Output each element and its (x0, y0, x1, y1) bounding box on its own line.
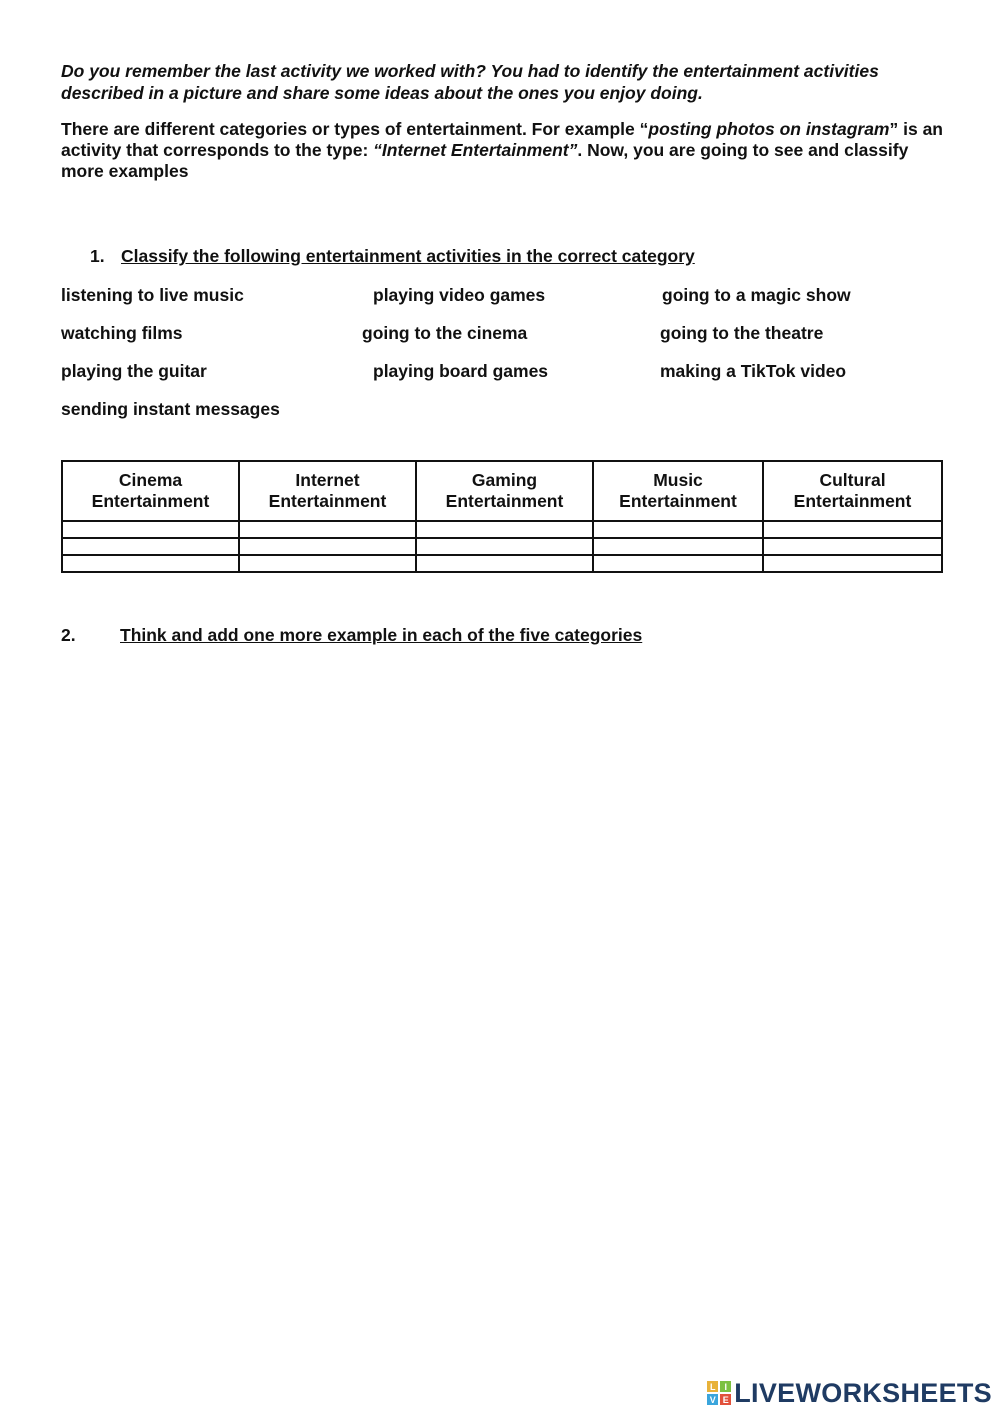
answer-cell[interactable] (763, 538, 942, 555)
activity-item: going to a magic show (662, 285, 851, 305)
question-2-number: 2. (61, 625, 76, 645)
liveworksheets-logo[interactable] (707, 1377, 992, 1409)
table-row (62, 521, 942, 538)
activity-item: playing the guitar (61, 361, 207, 381)
question-1-text: Classify the following entertainment activities in the correct category (121, 246, 695, 266)
para2-text-2: ” is an activity that corresponds to the type: (61, 119, 943, 160)
logo-letter: V (707, 1394, 718, 1405)
activity-item: playing board games (373, 361, 549, 381)
activity-item: listening to live music (61, 285, 244, 305)
header-cultural: Cultural Entertainment (763, 461, 942, 521)
answer-cell[interactable] (593, 521, 763, 538)
table-header-row (62, 461, 942, 521)
header-music: Music Entertainment (593, 461, 763, 521)
header-gaming: Gaming Entertainment (416, 461, 593, 521)
question-1-number: 1. (90, 246, 105, 266)
answer-cell[interactable] (62, 538, 239, 555)
activity-item: sending instant messages (61, 399, 280, 419)
answer-cell[interactable] (763, 521, 942, 538)
para2-text-1: There are different categories or types of entertainment. For example “ (61, 119, 649, 139)
header-cinema: Cinema Entertainment (62, 461, 239, 521)
para2-text-3: . Now, you are going to see and classify more examples (61, 140, 909, 181)
para2-type: “Internet Entertainment” (373, 140, 578, 160)
activity-item: making a TikTok video (660, 361, 847, 381)
logo-text: LIVEWORKSHEETS (734, 1377, 992, 1408)
answer-cell[interactable] (62, 555, 239, 572)
table-row (62, 538, 942, 555)
answer-cell[interactable] (763, 555, 942, 572)
intro-line-1: Do you remember the last activity we worked with? You had to identify the entertainment activities (61, 61, 879, 81)
activity-item: playing video games (373, 285, 546, 305)
para2-example: posting photos on instagram (648, 119, 890, 139)
answer-cell[interactable] (239, 538, 416, 555)
answer-cell[interactable] (62, 521, 239, 538)
answer-cell[interactable] (416, 521, 593, 538)
logo-letter: E (720, 1394, 731, 1405)
answer-cell[interactable] (416, 538, 593, 555)
question-2-text: Think and add one more example in each of the five categories (120, 625, 643, 645)
intro-paragraph (61, 60, 941, 104)
answer-cell[interactable] (239, 555, 416, 572)
logo-grid-icon (707, 1381, 731, 1405)
question-1 (90, 246, 695, 267)
answer-cell[interactable] (416, 555, 593, 572)
activity-item: watching films (61, 323, 183, 343)
categories-paragraph (61, 119, 946, 182)
header-internet: Internet Entertainment (239, 461, 416, 521)
answer-cell[interactable] (593, 538, 763, 555)
question-2 (61, 625, 642, 646)
answer-cell[interactable] (239, 521, 416, 538)
activity-item: going to the cinema (362, 323, 528, 343)
activity-item: going to the theatre (660, 323, 824, 343)
logo-letter: L (707, 1381, 718, 1392)
answer-cell[interactable] (593, 555, 763, 572)
intro-line-2: described in a picture and share some ideas about the ones you enjoy doing. (61, 83, 703, 103)
logo-letter: I (720, 1381, 731, 1392)
table-row (62, 555, 942, 572)
classification-table (61, 460, 943, 573)
